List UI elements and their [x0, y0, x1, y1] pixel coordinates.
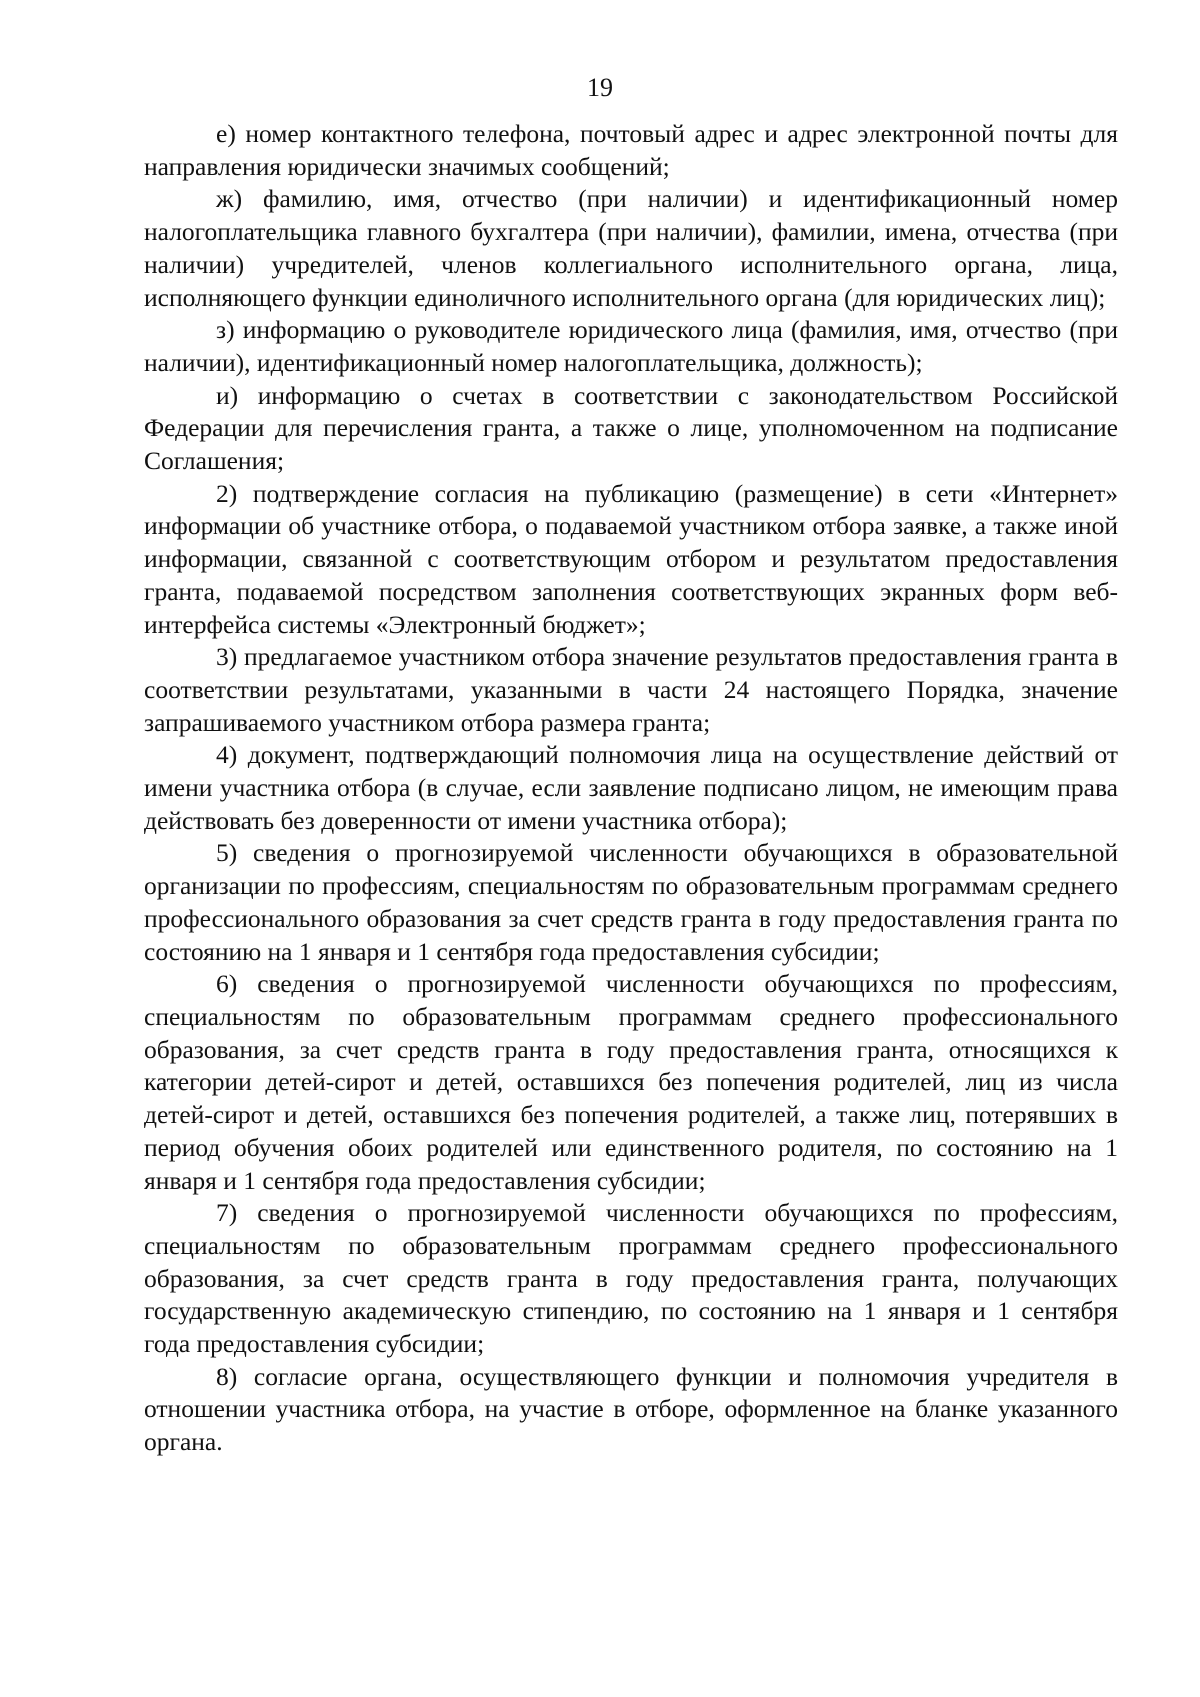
paragraph-z-head-info: з) информацию о руководителе юридического лица (фамилия, имя, отчество (при наличии), идентификационный номер налогоплательщика, должность);	[144, 315, 1118, 377]
page-number: 19	[587, 73, 613, 102]
paragraph-7-scholarship-forecast: 7) сведения о прогнозируемой численности обучающихся по профессиям, специальностям по образовательным программам среднего профессионального образования, за счет средств гранта в году предоставления гранта, получающих государственную академическую стипендию, по состоянию на 1 января и 1 сентября года предоставления субсидии;	[144, 1198, 1118, 1359]
paragraph-2-publication-consent: 2) подтверждение согласия на публикацию (размещение) в сети «Интернет» информации об участнике отбора, о подаваемой участником отбора заявке, а также иной информации, связанной с соответствующим отбором и результатом предоставления гранта, подаваемой посредством заполнения соответствующих экранных форм веб-интерфейса системы «Электронный бюджет»;	[144, 478, 1118, 639]
document-body	[144, 118, 1118, 1459]
paragraph-e-contact-info: е) номер контактного телефона, почтовый адрес и адрес электронной почты для направления юридически значимых сообщений;	[144, 119, 1118, 181]
paragraph-4-authority-document: 4) документ, подтверждающий полномочия лица на осуществление действий от имени участника отбора (в случае, если заявление подписано лицом, не имеющим права действовать без доверенности от имени участника отбора);	[144, 740, 1118, 835]
paragraph-6-orphans-forecast: 6) сведения о прогнозируемой численности обучающихся по профессиям, специальностям по образовательным программам среднего профессионального образования, за счет средств гранта в году предоставления гранта, относящихся к категории детей-сирот и детей, оставшихся без попечения родителей, лиц из числа детей-сирот и детей, оставшихся без попечения родителей, а также лиц, потерявших в период обучения обоих родителей или единственного родителя, по состоянию на 1 января и 1 сентября года предоставления субсидии;	[144, 969, 1118, 1195]
paragraph-zh-accountant-founders: ж) фамилию, имя, отчество (при наличии) и идентификационный номер налогоплательщика главного бухгалтера (при наличии), фамилии, имена, отчества (при наличии) учредителей, членов коллегиального исполнительного органа, лица, исполняющего функции единоличного исполнительного органа (для юридических лиц);	[144, 184, 1118, 312]
paragraph-8-founder-consent: 8) согласие органа, осуществляющего функции и полномочия учредителя в отношении участника отбора, на участие в отборе, оформленное на бланке указанного органа.	[144, 1361, 1118, 1457]
paragraph-3-proposed-results: 3) предлагаемое участником отбора значение результатов предоставления гранта в соответствии результатами, указанными в части 24 настоящего Порядка, значение запрашиваемого участником отбора размера гранта;	[144, 642, 1118, 737]
paragraph-5-students-forecast: 5) сведения о прогнозируемой численности обучающихся в образовательной организации по профессиям, специальностям по образовательным программам среднего профессионального образования за счет средств гранта в году предоставления гранта по состоянию на 1 января и 1 сентября года предоставления субсидии;	[144, 838, 1118, 966]
paragraph-i-accounts-info: и) информацию о счетах в соответствии с законодательством Российской Федерации для перечисления гранта, а также о лице, уполномоченном на подписание Соглашения;	[144, 380, 1118, 476]
